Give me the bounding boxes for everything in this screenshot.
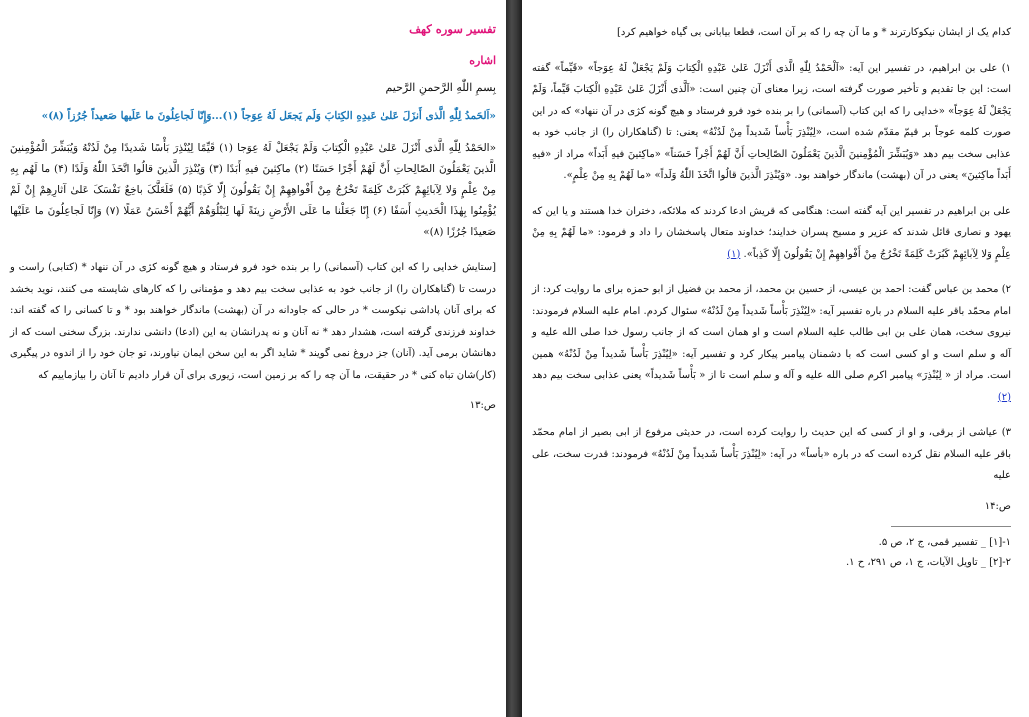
paragraph-3-text: ۲) محمد بن عباس گفت: احمد بن عیسی، از حسین بن محمد، از محمد بن فضیل از ابو حمزه برای ما روایت کرد: از امام محمّد باقر علیه السلام در باره تفسیر آیه: «لِیُنْذِرَ بَأْساً شَدیداً مِنْ لَدُنْهُ» سئوال کردم. امام علیه السلام فرمودند: نیروی سخت، همان علی بن ابی طالب علیه السلام است و او همان است که از جانب رسول خدا صلی الله علیه و آله و سلم است و او کسی است که با دشمنان پیامبر پیکار کرد و تفسیر آیه: «لِیُنْذِرَ بَأْساً شَدیداً مِنْ لَدُنْهُ» همین است. مراد از « لِیُنْذِرَ» پیامبر اکرم صلی الله علیه و آله و سلم است تا از « بَأْساً شَدیداً» یعنی عذابی سخت بیم دهد: [532, 284, 1011, 381]
page-number: ص:۱۴: [984, 500, 1011, 512]
paragraph-3: [532, 279, 1011, 408]
paragraph-1: ۱) علی بن ابراهیم، در تفسیر این آیه: «اَلْحَمْدُ لِلّٰهِ الَّذی أَنْزَلَ عَلیٰ عَبْدِهِ الْکِتابَ وَلَمْ یَجْعَلْ لَهُ عِوَجاً» «قَیِّماً» گفته است: این جا تقدیم و تأخیر صورت گرفته است، زیرا معنای آن چنین است: «اَلَّذی أَنْزَلَ عَلیٰ عَبْدِهِ الْکِتابَ قَیِّماً، وَلَمْ یَجْعَلْ لَهُ عِوَجاً» «خدایی را که این کتاب (آسمانی) را بر بنده خود فرو فرستاد و هیچ گونه کژی در آن ننهاد» که در این صورت کلمه عوجاً بر قیمّ مقدّم شده است، «لِیُنْذِرَ بَأْساً شَدیداً مِنْ لَدُنْهُ» یعنی: تا (گناهکاران را) از جانب خود به عذابی سخت بیم دهد «وَیُبَشِّرَ الْمُؤْمِنینَ الَّذینَ یَعْمَلُونَ الصّالِحاتِ أَنَّ لَهُمْ أَجْراً حَسَناً» «ماکِثینَ فیهِ أَبَداً» مراد از «فیهِ أَبَداً ماکِثینَ» یعنی در آن (بهشت) ماندگار خواهند بود. «وَیُنْذِرَ الَّذینَ قالُوا اتَّخَذَ اللّٰهُ وَلَداً» «ما لَهُمْ بِهِ مِنْ عِلْمٍ».: [532, 62, 1011, 181]
right-page: [522, 0, 1029, 717]
footnote: ۲-[۲] _ تاویل الآیات، ج ۱، ص ۲۹۱، ح ۱.: [845, 556, 1011, 568]
section-subtitle: اشاره: [469, 54, 496, 67]
paragraph-2: [532, 201, 1011, 266]
paragraph-2-text: علی بن ابراهیم در تفسیر این آیه گفته است: هنگامی که قریش ادعا کردند که ملائکه، دختران خدا هستند و یا این که یهود و نصاری قائل شدند که عزیر و مسیح پسران خدایند؛ خداوند متعال پاسخشان را داد و فرمود: «ما لَهُمْ بِهِ مِنْ عِلْمٍ وَلا لِآبائِهِمْ کَبُرَتْ کَلِمَةً تَخْرُجُ مِنْ أَفْواهِهِمْ إِنْ یَقُولُونَ إِلّا کَذِباً».: [532, 205, 1011, 260]
translation-text: [ستایش خدایی را که این کتاب (آسمانی) را بر بنده خود فرو فرستاد و هیچ گونه کژی در آن ننهاد * (کتابی) راست و درست تا (گناهکاران را) از جانب خود به عذابی سخت بیم دهد و مؤمنانی را که کارهای شایسته می کنند، نوید بخشد که برای آنان پاداشی نیکوست * در حالی که جاودانه در آن (بهشت) ماندگار خواهند بود * و تا کسانی را که گفته اند: خداوند فرزندی گرفته است، هشدار دهد * نه آنان و نه پدرانشان به این (ادعا) دانشی ندارند. بزرگ سخنی است که از دهانشان برمی آید. (آنان) جز دروغ نمی گویند * شاید اگر به این سخن ایمان نیاورند، تو جان خود را از اندوه در پیگیری (کار)شان تباه کنی * در حقیقت، ما آن چه را که بر زمین است، زیوری برای آن قرار دادیم تا آنان را بیازماییم که: [10, 262, 496, 381]
footnote-link-2[interactable]: (۲): [997, 391, 1011, 403]
footnote-link-1[interactable]: (۱): [727, 248, 741, 260]
paragraph-4: ۳) عیاشی از برقی، و او از کسی که این حدیث را روایت کرده است، در حدیثی مرفوع از ابی بصیر از امام محمّد باقر علیه السلام نقل کرده است که در باره «بأساً» در آیه: «لِیُنْذِرَ بَأْساً شَدیداً مِنْ لَدُنْهُ» فرمودند: قدرت سخت، علی علیه: [532, 427, 1011, 481]
page-divider: [506, 0, 522, 717]
bismillah: بِسمِ اللّٰهِ الرَّحمنِ الرَّحیم: [385, 81, 496, 94]
top-line: کدام یک از ایشان نیکوکارترند * و ما آن چه را که بر آن است، قطعا بیابانی بی گیاه خواهیم کرد]: [616, 27, 1011, 38]
footnote-divider: [891, 526, 1011, 527]
quran-text: «الحَمْدُ لِلّٰهِ الَّذی أَنْزَلَ عَلیٰ عَبْدِهِ الْکِتابَ وَلَمْ یَجْعَلْ لَهُ عِوَجا (۱) قَیِّمًا لِیُنْذِرَ بَأْسًا شَدیدًا مِنْ لَدُنْهُ وَیُبَشِّرَ الْمُؤْمِنینَ الَّذینَ یَعْمَلُونَ الصّالِحاتِ أَنَّ لَهُمْ أَجْرًا حَسَنًا (۲) ماکِثینَ فیهِ أَبَدًا (۳) وَیُنْذِرَ الَّذینَ قالُوا اتَّخَذَ اللّٰهُ وَلَدًا (۴) ما لَهُم بِهِ مِنْ عِلْمٍ وَلا لِآبائِهِمْ کَبُرَتْ کَلِمَةً تَخْرُجُ مِنْ أَفْواهِهِمْ إِنْ یَقُولُونَ إِلّا کَذِبًا (۵) فَلَعَلَّکَ باخِعٌ نَفْسَکَ عَلیٰ آثارِهِمْ إِنْ لَمْ یُؤْمِنُوا بِهٰذَا الْحَدیثِ أَسَفًا (۶) إِنّا جَعَلْنا ما عَلَی الأَرْضِ زینَةً لَها لِنَبْلُوَهُمْ أَیُّهُمْ أَحْسَنُ عَمَلًا (۷) وَإِنّا لَجاعِلُونَ ما عَلَیْها صَعیدًا جُرُزًا (۸)»: [10, 142, 497, 238]
footnote: ۱-[۱] _ تفسیر قمی، ج ۲، ص ۵.: [878, 536, 1011, 548]
verse-heading: «اَلحَمدُ لِلّٰهِ الَّذی أَنزَلَ عَلیٰ عَبدِهِ الکِتابَ وَلَم یَجعَل لَهُ عِوَجاً (۱)...وَإِنّا لَجاعِلُونَ ما عَلَیها صَعیداً جُرُزاً (۸)»: [41, 110, 496, 122]
page-number: ص:۱۳: [469, 400, 496, 411]
surah-title: تفسیر سوره کهف: [409, 22, 496, 36]
left-page: [0, 0, 506, 717]
